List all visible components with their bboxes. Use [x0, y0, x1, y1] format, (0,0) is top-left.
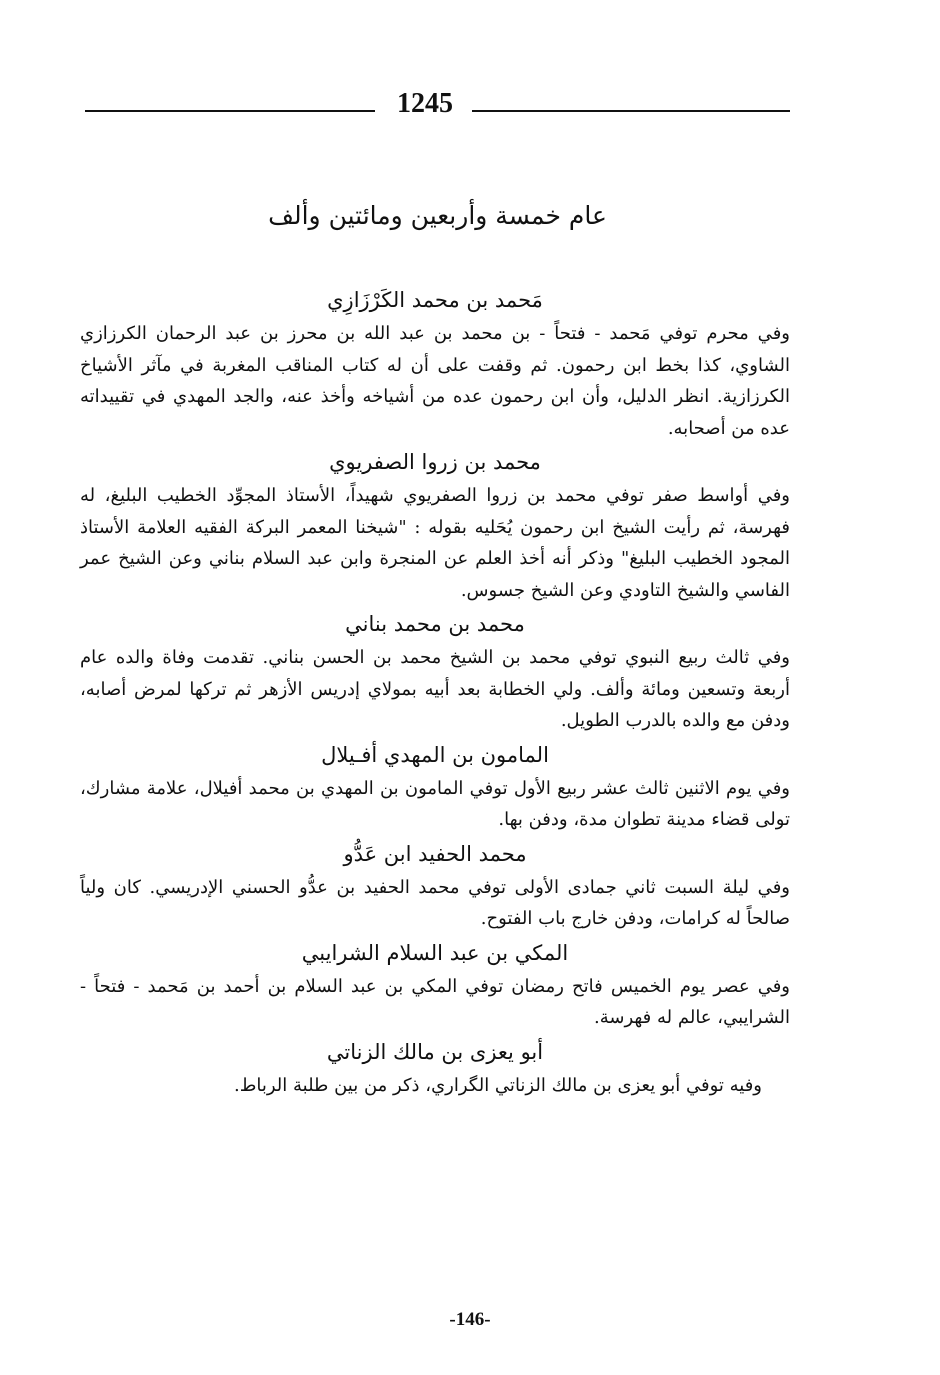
entry-text: وفي ثالث ربيع النبوي توفي محمد بن الشيخ محمد بن الحسن بناني. تقدمت وفاة والده عام أربعة وتسعين ومائة وألف. ولي الخطابة بعد أبيه بمولاي إدريس الأزهر ثم تركها لمرض أصابه، ودفن مع والده بالدرب الطويل. [80, 647, 790, 731]
entry-kerzazi [80, 282, 790, 444]
entry-text: وفيه توفي أبو يعزى بن مالك الزناتي الگراري، ذكر من بين طلبة الرباط. [234, 1074, 762, 1096]
entry-bennani [80, 606, 790, 737]
entry-name: أبو يعزى بن مالك الزناتي [326, 1039, 544, 1064]
entry-text: وفي عصر يوم الخميس فاتح رمضان توفي المكي بن عبد السلام بن أحمد بن مَحمد - فتحاً - الشرايبي، عالم له فهرسة. [80, 975, 790, 1028]
page-header [85, 88, 790, 124]
entry-text: وفي يوم الاثنين ثالث عشر ربيع الأول توفي المامون بن المهدي بن محمد أفيلال، علامة مشارك، تولى قضاء مدينة تطوان مدة، ودفن بها. [80, 777, 790, 830]
year-title: عام خمسة وأربعين ومائتين وألف [268, 201, 607, 230]
entry-zenati [80, 1034, 790, 1102]
entry-name: محمد بن محمد بناني [345, 612, 525, 636]
entry-text: وفي محرم توفي مَحمد - فتحاً - بن محمد بن عبد الله بن محرز بن عبد الرحمان الكرزازي الشاوي، كذا بخط ابن رحمون. ثم وقفت على أن له كتاب المناقب المغربة في مآثر الأشياخ الكرزازية. انظر الدليل، وأن ابن رحمون عده من أشياخه وأخذ عنه، والجد المهدي في تقييداته عده من أصحابه. [80, 323, 790, 439]
entry-name: محمد بن زروا الصفريوي [329, 450, 541, 474]
entry-afilal [80, 737, 790, 836]
entry-name: المكي بن عبد السلام الشرايبي [301, 940, 569, 965]
header-year-number: 1245 [397, 88, 453, 119]
entry-addou [80, 836, 790, 935]
obituary-list [80, 282, 790, 1101]
entry-name: محمد الحفيد ابن عَدُّو [343, 841, 527, 866]
entry-name: المامون بن المهدي أفـيلال [321, 742, 549, 767]
page-folio-number: -146- [449, 1309, 491, 1330]
entry-chraibi [80, 935, 790, 1034]
header-rule-left [85, 110, 375, 112]
entry-text: وفي ليلة السبت ثاني جمادى الأولى توفي محمد الحفيد بن عدُّو الحسني الإدريسي. كان ولياً صالحاً له كرامات، ودفن خارج باب الفتوح. [80, 876, 790, 929]
entry-name: مَحمد بن محمد الكَرْزَازِي [327, 288, 543, 312]
entry-text: وفي أواسط صفر توفي محمد بن زروا الصفريوي شهيداً، الأستاذ المجوِّد الخطيب البليغ، له فهرسة، ثم رأيت الشيخ ابن رحمون يُحَليه بقوله : "شيخنا المعمر البركة الفقيه العلامة الأستاذ المجود الخطيب البليغ" وذكر أنه أخذ العلم عن المنجرة وابن عبد السلام بناني وعن الشيخ عمر الفاسي والشيخ التاودي وعن الشيخ جسوس. [80, 485, 790, 601]
header-rule-right [472, 110, 790, 112]
entry-sefriwi [80, 444, 790, 606]
